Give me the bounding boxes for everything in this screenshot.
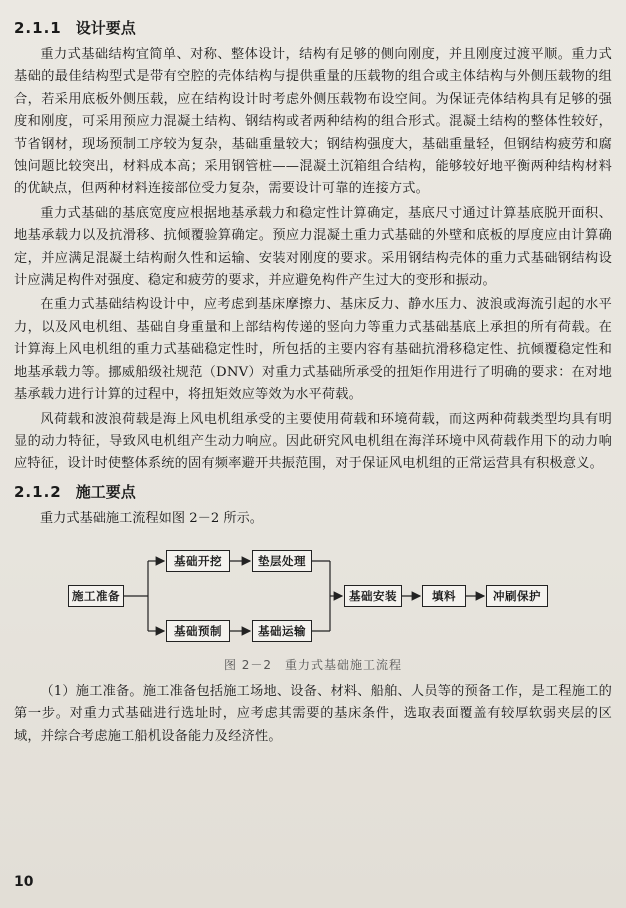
flow-node-cushion: 垫层处理 [252, 550, 312, 572]
page-content [14, 18, 612, 748]
flow-node-fill: 填料 [422, 585, 466, 607]
section-title: 施工要点 [75, 482, 136, 501]
flow-node-prefab: 基础预制 [166, 620, 230, 642]
flowchart [14, 536, 612, 656]
paragraph: 风荷载和波浪荷载是海上风电机组承受的主要使用荷载和环境荷载，而这两种荷载类型均具有明显的动力特征，导致风电机组产生动力响应。因此研究风电机组在海洋环境中风荷载作用下的动力响应特征，设计时使整体系统的固有频率避开共振范围，对于保证风电机组的正常运营具有积极意义。 [14, 411, 612, 472]
section-heading-design [14, 18, 612, 38]
flow-node-install: 基础安装 [344, 585, 402, 607]
section-number: 2.1.2 [14, 482, 62, 501]
paragraph: 重力式基础的基底宽度应根据地基承载力和稳定性计算确定，基底尺寸通过计算基底脱开面积、地基承载力以及抗滑移、抗倾覆验算确定。预应力混凝土重力式基础的外壁和底板的厚度应由计算确定，并应满足混凝土结构耐久性和运输、安装对刚度的要求。采用钢结构壳体的重力式基础钢结构设计应满足构件对强度、稳定和疲劳的要求，并应避免构件产生过大的变形和振动。 [14, 205, 612, 289]
flow-node-prep: 施工准备 [68, 585, 124, 607]
flow-node-excavation: 基础开挖 [166, 550, 230, 572]
section-title: 设计要点 [75, 19, 136, 37]
section-heading-construction [14, 482, 612, 502]
paragraph: 在重力式基础结构设计中，应考虑到基床摩擦力、基床反力、静水压力、波浪或海流引起的水平力，以及风电机组、基础自身重量和上部结构传递的竖向力等重力式基础基底上承担的所有荷载。在计算海上风电机组的重力式基础稳定性时，所包括的主要内容有基础抗滑移稳定性、抗倾覆稳定性和地基承载力等。挪威船级社规范（DNV）对重力式基础所承受的扭矩作用进行了明确的要求：在对地基承载力进行计算的过程中，将扭矩效应等效为水平荷载。 [14, 297, 612, 403]
paragraph: （1）施工准备。施工准备包括施工场地、设备、材料、船舶、人员等的预备工作，是工程施工的第一步。对重力式基础进行选址时，应考虑其需要的基床条件，选取表面覆盖有较厚软弱夹层的区域，并综合考虑施工船机设备能力及经济性。 [14, 683, 612, 744]
flow-node-scour: 冲刷保护 [486, 585, 548, 607]
figure-intro: 重力式基础施工流程如图 2－2 所示。 [40, 510, 263, 526]
figure-caption: 图 2－2 重力式基础施工流程 [223, 657, 403, 672]
page-number: 10 [14, 874, 34, 890]
flow-node-transport: 基础运输 [252, 620, 312, 642]
paragraph: 重力式基础结构宜简单、对称、整体设计，结构有足够的侧向刚度，并且刚度过渡平顺。重力式基础的最佳结构型式是带有空腔的壳体结构与提供重量的压载物的组合或主体结构与外侧压载物的组合，若采用底板外侧压载，应在结构设计时考虑外侧压载物布设空间。为保证壳体结构具有足够的强度和刚度，可采用预应力混凝土结构、钢结构或者两种结构的组合形式。混凝土结构的整体性较好，节省钢材，现场预制工序较为复杂，基础重量较大；钢结构强度大，基础重量轻，但钢结构疲劳和腐蚀问题比较突出，材料成本高；采用钢管桩——混凝土沉箱组合结构，能够较好地平衡两种结构材料的优缺点，但两种材料连接部位受力复杂，需要设计可靠的连接方式。 [14, 47, 612, 197]
section-number: 2.1.1 [14, 19, 62, 37]
